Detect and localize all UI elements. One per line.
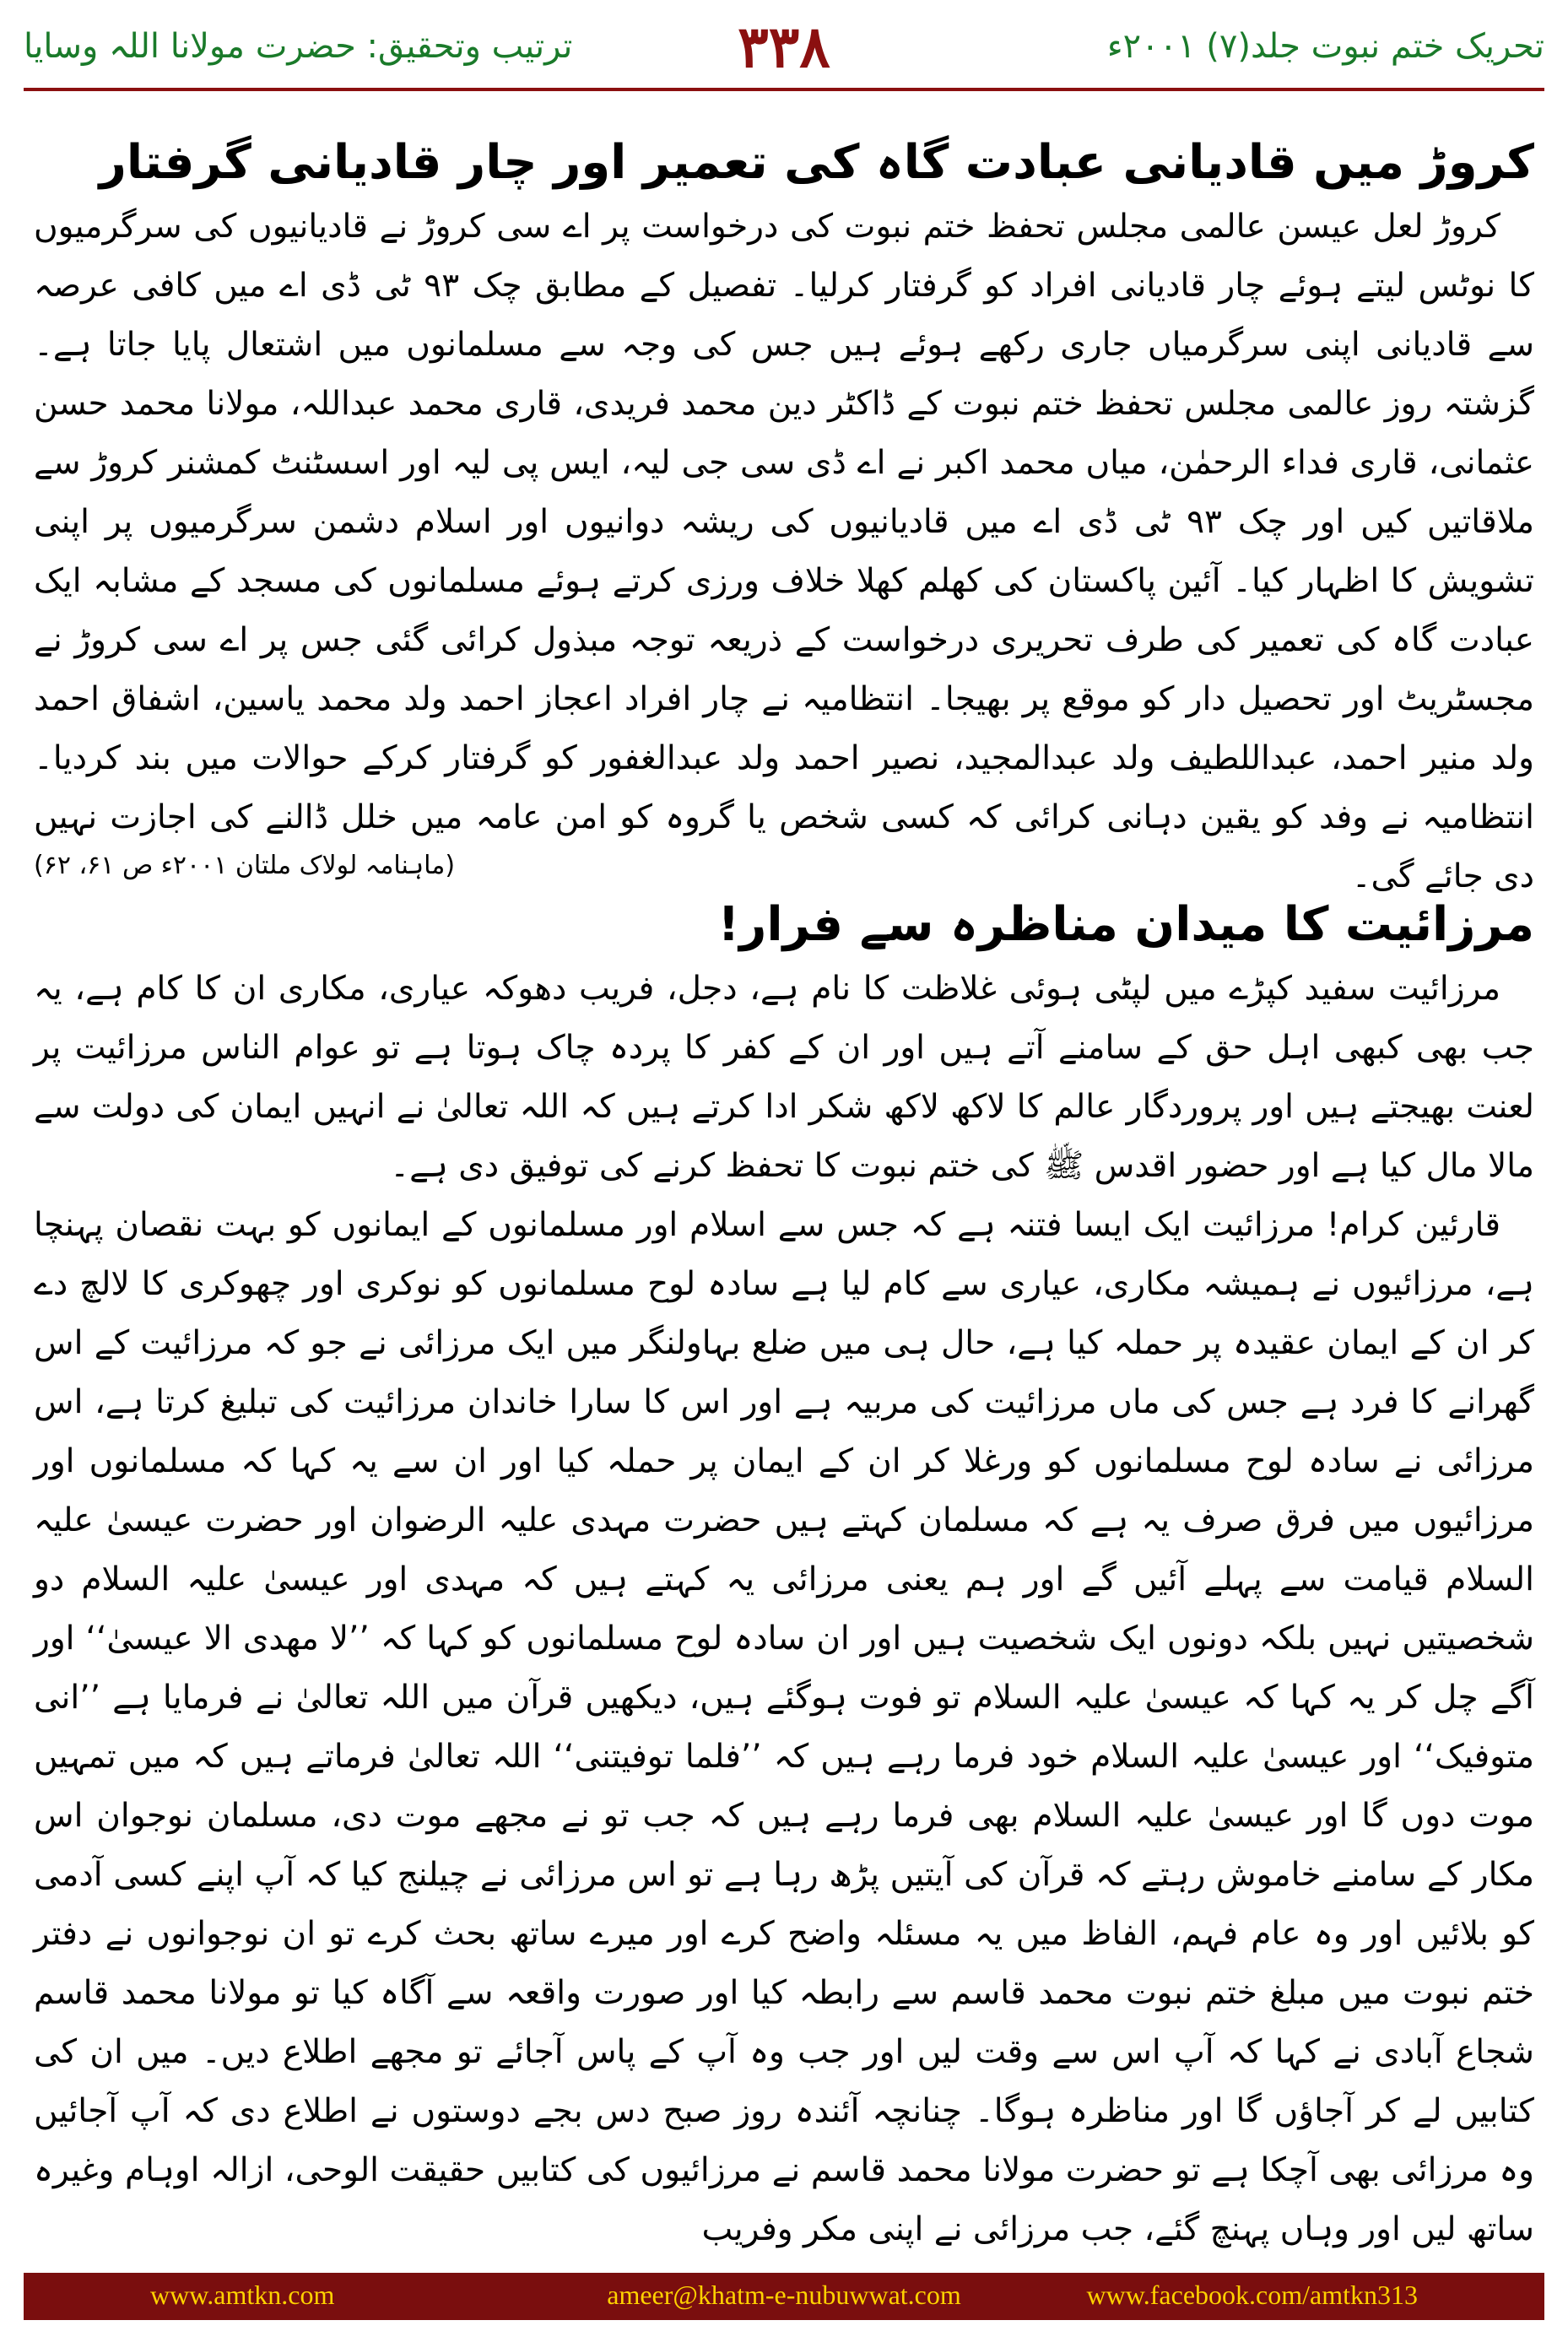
email-link[interactable]: ameer@khatm-e-nubuwwat.com (607, 2280, 961, 2310)
page-footer (24, 2273, 1544, 2320)
book-title: تحریک ختم نبوت جلد(۷) ۲۰۰۱ء (1106, 27, 1544, 66)
article-title: مرزائیت کا میدان مناظرہ سے فرار! (717, 897, 1534, 952)
article-paragraph: کروڑ لعل عیسن عالمی مجلس تحفظ ختم نبوت کی درخواست پر اے سی کروڑ نے قادیانیوں کی سرگرمیوں کا نوٹس لیتے ہوئے چار قادیانی افراد کو گرفتار کرلیا۔ تفصیل کے مطابق چک ۹۳ ٹی ڈی اے میں کافی عرصہ سے قادیانی اپنی سرگرمیاں جاری رکھے ہوئے ہیں جس کی وجہ سے مسلمانوں میں اشتعال پایا جاتا ہے۔ گزشتہ روز عالمی مجلس تحفظ ختم نبوت کے ڈاکٹر دین محمد فریدی، قاری محمد عبداللہ، مولانا محمد حسن عثمانی، قاری فداء الرحمٰن، میاں محمد اکبر نے اے ڈی سی جی لیہ، ایس پی لیہ اور اسسٹنٹ کمشنر کروڑ سے ملاقاتیں کیں اور چک ۹۳ ٹی ڈی اے میں قادیانیوں کی ریشہ دوانیوں اور اسلام دشمن سرگرمیوں پر اپنی تشویش کا اظہار کیا۔ آئین پاکستان کی کھلم کھلا خلاف ورزی کرتے ہوئے مسلمانوں کی مسجد کے مشابہ ایک عبادت گاہ کی تعمیر کی طرف تحریری درخواست کے ذریعہ توجہ مبذول کرائی گئی جس پر اے سی کروڑ نے مجسٹریٹ اور تحصیل دار کو موقع پر بھیجا۔ انتظامیہ نے چار افراد اعجاز احمد ولد محمد یاسین، اشفاق احمد ولد منیر احمد، عبداللطیف ولد عبدالمجید، نصیر احمد ولد عبدالغفور کو گرفتار کرکے حوالات میں بند کردیا۔ انتظامیہ نے وفد کو یقین دہانی کرائی کہ کسی شخص یا گروہ کو امن عامہ میں خلل ڈالنے کی اجازت نہیں دی جائے گی۔ (34, 208, 1534, 895)
citation: (ماہنامہ لولاک ملتان ۲۰۰۱ء ص ۶۱، ۶۲) (34, 851, 456, 880)
article-karor (34, 133, 1534, 895)
website-link[interactable]: www.amtkn.com (150, 2280, 335, 2310)
page-header (24, 15, 1544, 91)
header-divider (24, 88, 1544, 91)
facebook-link[interactable]: www.facebook.com/amtkn313 (1086, 2280, 1418, 2310)
page-number: ۳۳۸ (738, 14, 830, 81)
article-paragraph: قارئین کرام! مرزائیت ایک ایسا فتنہ ہے کہ جس سے اسلام اور مسلمانوں کے ایمانوں کو بہت نقصان پہنچا ہے، مرزائیوں نے ہمیشہ مکاری، عیاری سے کام لیا ہے سادہ لوح مسلمانوں کو نوکری اور چھوکری کا لالچ دے کر ان کے ایمان عقیدہ پر حملہ کیا ہے، حال ہی میں ضلع بہاولنگر میں ایک مرزائی نے جو کہ مرزائیت کے اس گھرانے کا فرد ہے جس کی ماں مرزائیت کی مربیہ ہے اور اس کا سارا خاندان مرزائیت کی تبلیغ کرتا ہے، اس مرزائی نے سادہ لوح مسلمانوں کو ورغلا کر ان کے ایمان پر حملہ کیا اور ان سے یہ کہا کہ مسلمانوں اور مرزائیوں میں فرق صرف یہ ہے کہ مسلمان کہتے ہیں حضرت مہدی علیہ الرضوان اور حضرت عیسیٰ علیہ السلام قیامت سے پہلے آئیں گے اور ہم یعنی مرزائی یہ کہتے ہیں کہ مہدی اور عیسیٰ علیہ السلام دو شخصیتیں نہیں بلکہ دونوں ایک شخصیت ہیں اور ان سادہ لوح مسلمانوں کو کہا کہ ’’لا مھدی الا عیسیٰ‘‘ اور آگے چل کر یہ کہا کہ عیسیٰ علیہ السلام تو فوت ہوگئے ہیں، دیکھیں قرآن میں اللہ تعالیٰ نے فرمایا ہے ’’انی متوفیک‘‘ اور عیسیٰ علیہ السلام خود فرما رہے ہیں کہ ’’فلما توفیتنی‘‘ اللہ تعالیٰ فرماتے ہیں کہ میں تمہیں موت دوں گا اور عیسیٰ علیہ السلام بھی فرما رہے ہیں کہ جب تو نے مجھے موت دی، مسلمان نوجوان اس مکار کے سامنے خاموش رہتے کہ قرآن کی آیتیں پڑھ رہا ہے تو اس مرزائی نے چیلنج کیا کہ آپ اپنے کسی آدمی کو بلائیں اور وہ عام فہم، الفاظ میں یہ مسئلہ واضح کرے اور میرے ساتھ بحث کرے تو ان نوجوانوں نے دفتر ختم نبوت میں مبلغ ختم نبوت محمد قاسم سے رابطہ کیا اور صورت واقعہ سے آگاہ کیا تو مولانا محمد قاسم شجاع آبادی نے کہا کہ آپ اس سے وقت لیں اور جب وہ آپ کے پاس آجائے تو مجھے اطلاع دیں۔ میں ان کی کتابیں لے کر آجاؤں گا اور مناظرہ ہوگا۔ چنانچہ آئندہ روز صبح دس بجے دوستوں نے اطلاع دی کہ آپ آجائیں وہ مرزائی بھی آچکا ہے تو حضرت مولانا محمد قاسم نے مرزائیوں کی کتابیں حقیقت الوحی، ازالہ اوہام وغیرہ ساتھ لیں اور وہاں پہنچ گئے، جب مرزائی نے اپنی مکر وفریب (34, 1206, 1535, 2248)
article-title: کروڑ میں قادیانی عبادت گاہ کی تعمیر اور چار قادیانی گرفتار (99, 135, 1534, 190)
page-content (34, 118, 1534, 2249)
compiler-credit: ترتیب وتحقیق: حضرت مولانا اللہ وسایا (24, 27, 573, 66)
article-mirzaiyat (34, 895, 1534, 2259)
article-paragraph: مرزائیت سفید کپڑے میں لپٹی ہوئی غلاظت کا نام ہے، دجل، فریب دھوکہ عیاری، مکاری ان کا کام ہے، یہ جب بھی کبھی اہل حق کے سامنے آتے ہیں اور ان کے کفر کا پردہ چاک ہوتا ہے تو عوام الناس مرزائیت پر لعنت بھیجتے ہیں اور پروردگار عالم کا لاکھ لاکھ شکر ادا کرتے ہیں کہ اللہ تعالیٰ نے انہیں ایمان کی دولت سے مالا مال کیا ہے اور حضور اقدس ﷺ کی ختم نبوت کا تحفظ کرنے کی توفیق دی ہے۔ (34, 970, 1534, 1185)
